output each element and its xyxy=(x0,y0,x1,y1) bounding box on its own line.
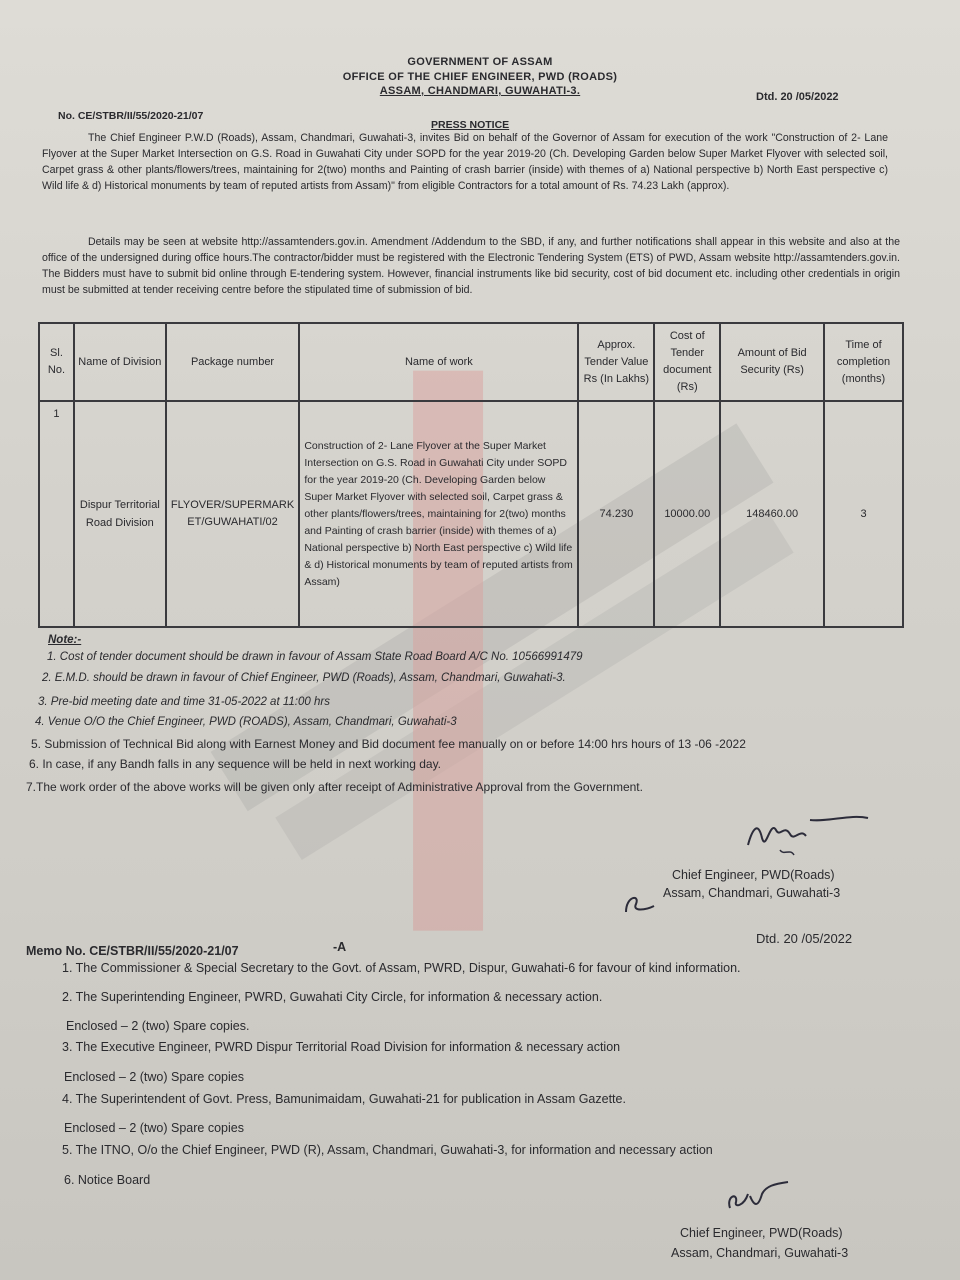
press-notice-title: PRESS NOTICE xyxy=(431,119,510,131)
signature-mark xyxy=(740,800,880,870)
paragraph-invitation: The Chief Engineer P.W.D (Roads), Assam, Chandmari, Guwahati-3, invites Bid on behalf of the Governor of Assam for execution of the work "Construction of 2- Lane Flyover at the Super Market Intersection on G.S. Road in Guwahati City under SOPD for the year 2019-20 (Ch. Developing Garden below Super Market Flyover with selected soil, Carpet grass & other plants/flowers/trees, maintaining for 2(two) months and Painting of crash barrier (inside) with themes of a) National perspective b) North East perspective c) Wild life & d) Historical monuments by team of reputed artists from Assam)" from eligible Contractors for a total amount of Rs. 74.23 Lakh (approx). xyxy=(42,132,888,192)
memo-item: 3. The Executive Engineer, PWRD Dispur Territorial Road Division for information & necessary action xyxy=(62,1040,621,1054)
note-item: 1. Cost of tender document should be drawn in favour of Assam State Road Board A/C No. 10566991479 xyxy=(47,651,583,663)
memo-item: 2. The Superintending Engineer, PWRD, Guwahati City Circle, for information & necessary action. xyxy=(62,990,603,1004)
signature1-address: Assam, Chandmari, Guwahati-3 xyxy=(663,886,841,900)
initial-mark xyxy=(620,888,660,918)
tender-table xyxy=(38,322,904,628)
note-item: 6. In case, if any Bandh falls in any sequence will be held in next working day. xyxy=(29,757,442,771)
header-completion-time: Time of completion (months) xyxy=(824,323,903,401)
reference-number: No. CE/STBR/II/55/2020-21/07 xyxy=(58,110,204,122)
cell-sl-no: 1 xyxy=(39,401,74,627)
cell-division: Dispur Territorial Road Division xyxy=(74,401,166,627)
table-header-row xyxy=(39,323,903,401)
cell-work: Construction of 2- Lane Flyover at the Super Market Intersection on G.S. Road in Guwahati City under SOPD for the year 2019-20 (Ch. Developing Garden below Super Market Flyover with selected soil, Carpet grass & other plants/flowers/trees, maintaining for 2(two) months and Painting of crash barrier (inside) with themes of a) National perspective b) North East perspective c) Wild life & d) Historical monuments by team of reputed artists from Assam) xyxy=(299,401,578,627)
memo-suffix: -A xyxy=(333,940,347,954)
note-item: 3. Pre-bid meeting date and time 31-05-2022 at 11:00 hrs xyxy=(38,696,330,708)
memo-item: Enclosed – 2 (two) Spare copies xyxy=(64,1070,244,1084)
note-title: Note:- xyxy=(48,634,82,646)
memo-item: 1. The Commissioner & Special Secretary to the Govt. of Assam, PWRD, Dispur, Guwahati-6 for favour of kind information. xyxy=(62,961,741,975)
note-item: 2. E.M.D. should be drawn in favour of Chief Engineer, PWD (Roads), Assam, Chandmari, Guwahati-3. xyxy=(42,672,566,684)
note-item: 7.The work order of the above works will be given only after receipt of Administrative Approval from the Government. xyxy=(26,780,643,794)
header-sl-no: Sl. No. xyxy=(39,323,74,401)
paragraph-details: Details may be seen at website http://assamtenders.gov.in. Amendment /Addendum to the SBD, if any, and further notifications shall appear in this website and also at the office of the undersigned during office hours.The contractor/bidder must be registered with the Electronic Tendering System (ETS) of PWD, Assam website http://assamtenders.gov.in. The Bidders must have to submit bid online through E-tendering system. However, financial instruments like bid security, cost of bid document etc. including other credentials in origin must be submitted at tender receiving centre before the stipulated time of submission of bid. xyxy=(42,236,900,296)
header-address: ASSAM, CHANDMARI, GUWAHATI-3. xyxy=(379,85,581,97)
cell-completion-time: 3 xyxy=(824,401,903,627)
header-division: Name of Division xyxy=(74,323,166,401)
table-row xyxy=(39,401,903,627)
header-government: GOVERNMENT OF ASSAM xyxy=(407,56,553,68)
memo-number: Memo No. CE/STBR/II/55/2020-21/07 xyxy=(26,944,239,958)
header-package: Package number xyxy=(166,323,300,401)
memo-item: 6. Notice Board xyxy=(64,1173,151,1187)
header-bid-security: Amount of Bid Security (Rs) xyxy=(720,323,824,401)
note-item: 4. Venue O/O the Chief Engineer, PWD (ROADS), Assam, Chandmari, Guwahati-3 xyxy=(35,716,457,728)
memo-item: Enclosed – 2 (two) Spare copies xyxy=(64,1121,244,1135)
memo-item: 4. The Superintendent of Govt. Press, Bamunimaidam, Guwahati-21 for publication in Assam Gazette. xyxy=(62,1092,626,1106)
cell-tender-value: 74.230 xyxy=(578,401,654,627)
header-tender-value: Approx. Tender Value Rs (In Lakhs) xyxy=(578,323,654,401)
header-work: Name of work xyxy=(299,323,578,401)
memo-date: Dtd. 20 /05/2022 xyxy=(756,931,853,946)
signature1-title: Chief Engineer, PWD(Roads) xyxy=(672,868,835,882)
cell-package: FLYOVER/SUPERMARKET/GUWAHATI/02 xyxy=(166,401,300,627)
header-document-cost: Cost of Tender document (Rs) xyxy=(654,323,720,401)
note-item: 5. Submission of Technical Bid along with Earnest Money and Bid document fee manually on or before 14:00 hrs hours of 13 -06 -2022 xyxy=(31,737,746,751)
notice-date: Dtd. 20 /05/2022 xyxy=(756,91,839,103)
cell-document-cost: 10000.00 xyxy=(654,401,720,627)
cell-bid-security: 148460.00 xyxy=(720,401,824,627)
memo-item: Enclosed – 2 (two) Spare copies. xyxy=(66,1019,250,1033)
header-office: OFFICE OF THE CHIEF ENGINEER, PWD (ROADS) xyxy=(342,71,618,83)
signature2-title: Chief Engineer, PWD(Roads) xyxy=(680,1226,843,1240)
signature-mark xyxy=(722,1178,802,1218)
signature2-address: Assam, Chandmari, Guwahati-3 xyxy=(671,1246,849,1260)
memo-item: 5. The ITNO, O/o the Chief Engineer, PWD (R), Assam, Chandmari, Guwahati-3, for information and necessary action xyxy=(62,1143,713,1157)
